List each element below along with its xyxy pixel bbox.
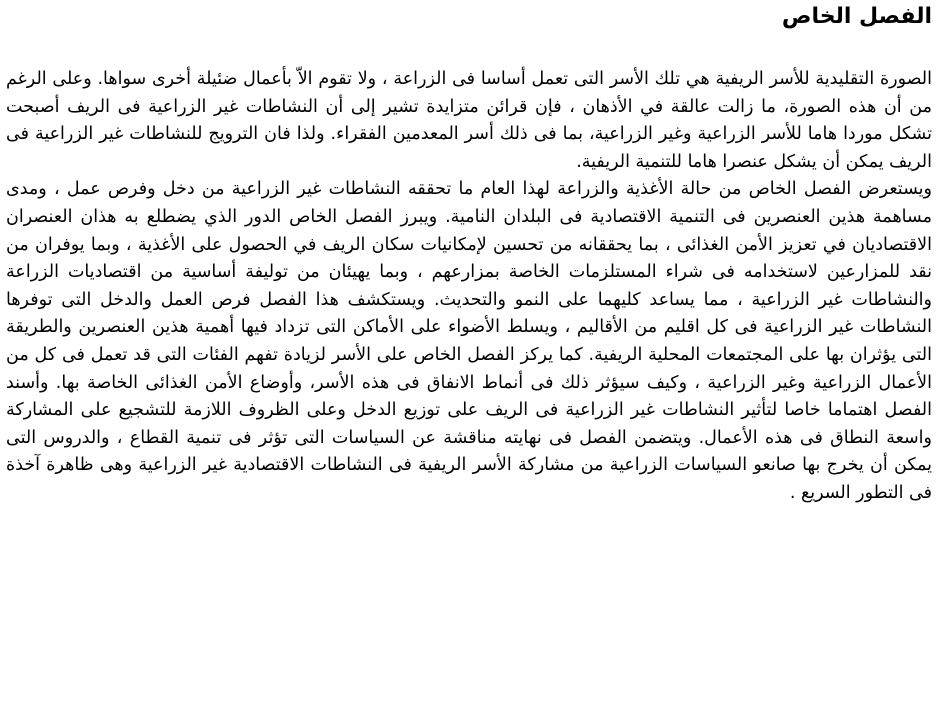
- paragraph-intro: الصورة التقليدية للأسر الريفية هي تلك الأسر التى تعمل أساسا فى الزراعة ، ولا تقوم الاّ بأعمال ضئيلة أخرى سواها. وعلى الرغم من أن هذه الصورة، ما زالت عالقة في الأذهان ، فإن قرائن متزايدة تشير إلى أن النشاطات غير الزراعية فى الريف أصبحت تشكل موردا هاما للأسر الزراعية وغير الزراعية، بما فى ذلك أسر المعدمين الفقراء. ولذا فان الترويج للنشاطات غير الزراعية فى الريف يمكن أن يشكل عنصرا هاما للتنمية الريفية.: [6, 69, 932, 172]
- document-body: [6, 66, 932, 508]
- document-page: [6, 0, 932, 715]
- paragraph-overview: ويستعرض الفصل الخاص من حالة الأغذية والزراعة لهذا العام ما تحققه النشاطات غير الزراعية من دخل وفرص عمل ، ومدى مساهمة هذين العنصرين فى التنمية الاقتصادية فى البلدان النامية. ويبرز الفصل الخاص الدور الذي يضطلع به هذان العنصران الاقتصاديان في تعزيز الأمن الغذائى ، بما يحققانه من تحسين لإمكانيات سكان الريف في الحصول على الأغذية ، وبما يوفران من نقد للمزارعين لاستخدامه فى شراء المستلزمات الخاصة بمزارعهم ، وبما يهيئان من توليفة أساسية من اقتصاديات الزراعة والنشاطات غير الزراعية ، مما يساعد كليهما على النمو والتحديث. ويستكشف هذا الفصل فرص العمل والدخل التى توفرها النشاطات غير الزراعية فى كل اقليم من الأقاليم ، ويسلط الأضواء على الأماكن التى تزداد فيها أهمية هذين العنصرين والطريقة التى يؤثران بها على المجتمعات المحلية الريفية. كما يركز الفصل الخاص على الأسر لزيادة تفهم الفئات التى قد تعمل فى كل من الأعمال الزراعية وغير الزراعية ، وكيف سيؤثر ذلك فى أنماط الانفاق فى هذه الأسر، وأوضاع الأمن الغذائى الخاصة بها. وأسند الفصل اهتماما خاصا لتأثير النشاطات غير الزراعية فى الريف على توزيع الدخل وعلى الظروف اللازمة للتشجيع على المشاركة واسعة النطاق فى هذه الأعمال. ويتضمن الفصل فى نهايته مناقشة عن السياسات التى تؤثر فى تنمية القطاع ، والدروس التى يمكن أن يخرج بها صانعو السياسات الزراعية من مشاركة الأسر الريفية فى النشاطات الاقتصادية غير الزراعية وهى ظاهرة آخذة فى التطور السريع .: [6, 179, 932, 503]
- page-title: الفصل الخاص: [781, 4, 932, 29]
